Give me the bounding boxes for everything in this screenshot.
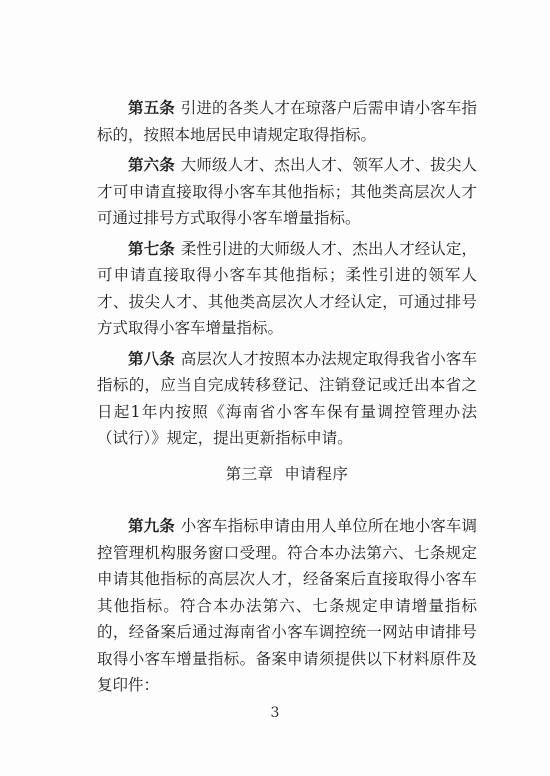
articles-section	[97, 95, 477, 456]
article-text: 引进的各类人才在琼落户后需申请小客车指标的，按照本地居民申请规定取得指标。	[97, 99, 477, 144]
page-number: 3	[270, 705, 280, 721]
article-label: 第七条	[128, 238, 175, 258]
chapter-title: 第三章 申请程序	[225, 465, 349, 483]
article-5	[97, 95, 477, 148]
article-7	[97, 236, 477, 342]
article-label: 第九条	[128, 516, 175, 535]
chapter-heading-block	[97, 462, 477, 484]
article-label: 第五条	[128, 98, 175, 117]
article-text: 大师级人才、杰出人才、领军人才、拔尖人才可申请直接取得小客车其他指标；其他类高层次人才可通过排号方式取得小客车增量指标。	[97, 156, 477, 227]
article-label: 第八条	[128, 348, 175, 368]
article-9	[97, 513, 477, 699]
article-text: 小客车指标申请由用人单位所在地小客车调控管理机构服务窗口受理。符合本办法第六、七条规定申请其他指标的高层次人才，经备案后直接取得小客车其他指标。符合本办法第六、七条规定申请增量指标的，经备案后通过海南省小客车调控统一网站申请排号取得小客车增量指标。备案申请须提供以下材料原件及复印件：	[97, 517, 477, 694]
article-label: 第六条	[128, 155, 175, 174]
article-text: 高层次人才按照本办法规定取得我省小客车指标的，应当自完成转移登记、注销登记或迁出本省之日起1年内按照《海南省小客车保有量调控管理办法（试行）》规定，提出更新指标申请。	[97, 349, 477, 447]
article-6	[97, 152, 477, 232]
article-text: 柔性引进的大师级人才、杰出人才经认定，可申请直接取得小客车其他指标；柔性引进的领军人才、拔尖人才、其他类高层次人才经认定，可通过排号方式取得小客车增量指标。	[97, 239, 477, 337]
chapter-three-section	[97, 513, 477, 703]
article-8	[97, 346, 477, 452]
